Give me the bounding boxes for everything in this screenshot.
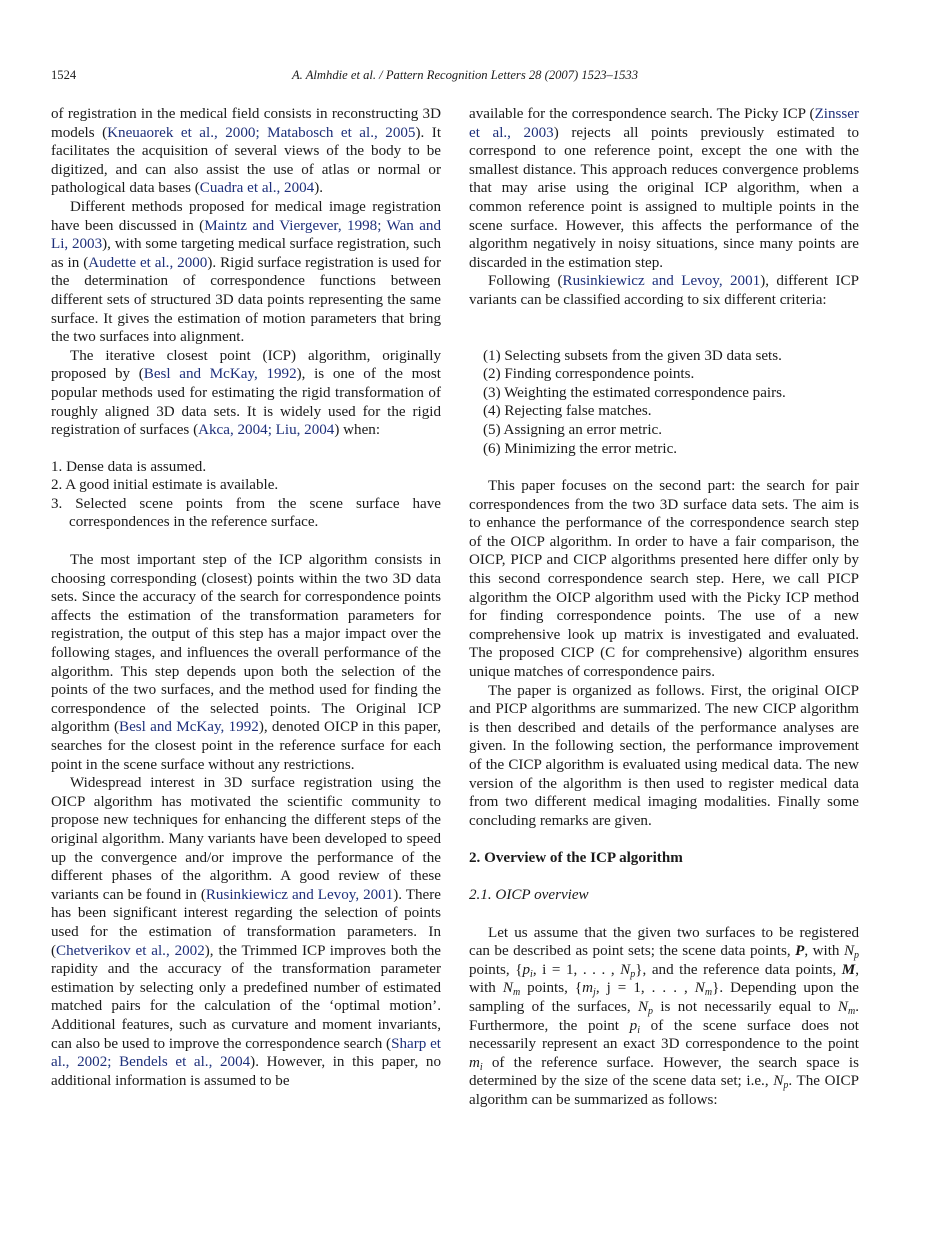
citation-link[interactable]: Zinsser et al., 2003 [469, 106, 859, 141]
list-item: (6) Minimizing the error metric. [483, 440, 678, 457]
list-item: (5) Assigning an error metric. [483, 421, 662, 438]
condition-list [51, 458, 441, 532]
citation-link[interactable]: Audette et al., 2000 [88, 254, 208, 271]
paragraph: Different methods proposed for medical image registration have been discussed in (Maintz and Viergever, 1998; Wan and Li, 2003), with some targeting medical surface registration, such as in (Audette et al., 2000). Rigid surface registration is used for the determination of correspondence functions between different sets of structured 3D data points representing the same surface. It gives the estimation of motion parameters that bring the two surfaces into alignment. [51, 198, 442, 346]
list-item: (1) Selecting subsets from the given 3D data sets. [483, 347, 782, 364]
section-heading: 2. Overview of the ICP algorithm [469, 850, 683, 867]
page-header [51, 68, 879, 88]
paragraph: The most important step of the ICP algorithm consists in choosing corresponding (closest) points within the two 3D data sets. Since the accuracy of the search for correspondence points affects the estimation of the transformation parameters for registration, the output of this step has a major impact over the following stages, and influences the overall performance of the algorithm. This step depends upon both the selection of the points of the two surfaces, and the method used for finding the correspondence of the selected points. The Original ICP algorithm (Besl and McKay, 1992), denoted OICP in this paper, searches for the closest point in the reference surface for each point in the scene surface without any restrictions. [51, 552, 441, 773]
paragraph: The paper is organized as follows. First, the original OICP and PICP algorithms are summarized. The new CICP algorithm is then described and details of the performance analyses are given. In the following section, the performance improvement of the CICP algorithm is evaluated using medical data. The new version of the algorithm is then used to register medical data from two different medical imaging modalities. Finally some concluding remarks are given. [469, 682, 859, 829]
paragraph: available for the correspondence search. The Picky ICP (Zinsser et al., 2003) rejects all points previously estimated to correspond to one reference point, except the one with the smallest distance. This approach reduces convergence problems that may arise using the original ICP algorithm, when a common reference point is assigned to multiple points in the scene surface. However, this affects the performance of the algorithm negatively in noisy situations, since many points are discarded in the estimation step. [469, 106, 859, 271]
citation-link[interactable]: Besl and McKay, 1992 [119, 719, 259, 736]
citation-link[interactable]: Rusinkiewicz and Levoy, 2001 [205, 886, 394, 903]
citation-link[interactable]: Cuadra et al., 2004 [199, 180, 315, 197]
paragraph: The iterative closest point (ICP) algorithm, originally proposed by (Besl and McKay, 1992), is one of the most popular methods used for estimating the rigid transformation of roughly aligned 3D data sets. It is widely used for the rigid registration of surfaces (Akca, 2004; Liu, 2004) when: [51, 347, 441, 439]
running-head: A. Almhdie et al. / Pattern Recognition Letters 28 (2007) 1523–1533 [291, 68, 639, 82]
list-item: 2. A good initial estimate is available. [51, 477, 279, 494]
list-item: (4) Rejecting false matches. [483, 403, 652, 420]
citation-link[interactable]: Chetverikov et al., 2002 [56, 942, 205, 959]
right-column [469, 105, 859, 1110]
citation-link[interactable]: Maintz and Viergever, 1998; Wan and Li, 2003 [51, 217, 442, 253]
paragraph: Let us assume that the given two surfaces to be registered can be described as point sets; the scene data points, P, with $N_p$ points, {$p_i$, i = 1, . . . , $N_p$}, and the reference data points, M, with $N_m$ points, {$m_j$, j = 1, . . . , $N_m$}. Depending upon the sampling of the surfaces, $N_p$ is not necessarily equal to $N_m$. Furthermore, the point $p_i$ of the scene surface does not necessarily represent an exact 3D correspondence to the point $m_i$ of the reference surface. However, the search space is determined by the size of the scene data set; i.e., $N_p$. The OICP algorithm can be summarized as follows: [469, 924, 860, 1108]
citation-link[interactable]: Rusinkiewicz and Levoy, 2001 [562, 273, 761, 290]
citation-link[interactable]: Akca, 2004; Liu, 2004 [198, 422, 335, 439]
paragraph: This paper focuses on the second part: the search for pair correspondences from the two 3D surface data sets. The aim is to enhance the performance of the correspondence search step of the OICP algorithm. In order to have a fair comparison, the OICP, PICP and CICP algorithms presented here differ only by this second correspondence search step. Here, we call PICP algorithm the OICP algorithm used with the Picky ICP method for finding correspondence points. The use of a new comprehensive look up matrix is investigated and evaluated. The proposed CICP (C for comprehensive) algorithm ensures unique matches of correspondence pairs. [469, 478, 859, 681]
subsection-heading: 2.1. OICP overview [469, 886, 589, 903]
citation-link[interactable]: Kneuaorek et al., 2000; Matabosch et al., 2005 [107, 124, 416, 141]
citation-link[interactable]: Sharp et al., 2002; Bendels et al., 2004 [51, 1035, 441, 1071]
list-item: (3) Weighting the estimated correspondence pairs. [483, 384, 786, 401]
criteria-list [483, 347, 859, 459]
page-number: 1524 [51, 68, 77, 82]
paragraph: of registration in the medical field consists in reconstructing 3D models (Kneuaorek et al., 2000; Matabosch et al., 2005). It facilitates the acquisition of several views of the body to be digitized, and can also assist the use of atlas or normal or pathological data bases (Cuadra et al., 2004). [51, 106, 442, 197]
paragraph: Widespread interest in 3D surface registration using the OICP algorithm has motivated the scientific community to propose new techniques for enhancing the different steps of the original algorithm. Many variants have been developed to speed up the convergence and/or improve the performance of the different phases of the algorithm. A good review of these variants can be found in (Rusinkiewicz and Levoy, 2001). There has been significant interest regarding the selection of points used for the estimation of transformation parameters. In (Chetverikov et al., 2002), the Trimmed ICP improves both the rapidity and the accuracy of the transformation parameter estimation by selecting only a predefined number of estimated matched pairs for the calculation of the ‘optimal motion’. Additional features, such as curvature and moment invariants, can also be used to improve the correspondence search (Sharp et al., 2002; Bendels et al., 2004). However, in this paper, no additional information is assumed to be [51, 775, 441, 1089]
list-item: 1. Dense data is assumed. [51, 458, 207, 475]
paragraph: Following (Rusinkiewicz and Levoy, 2001), different ICP variants can be classified according to six different criteria: [469, 273, 859, 308]
list-item: 3. Selected scene points from the scene surface have correspondences in the reference surface. [51, 495, 441, 531]
citation-link[interactable]: Besl and McKay, 1992 [143, 366, 297, 383]
left-column [51, 105, 441, 1090]
list-item: (2) Finding correspondence points. [483, 366, 695, 383]
